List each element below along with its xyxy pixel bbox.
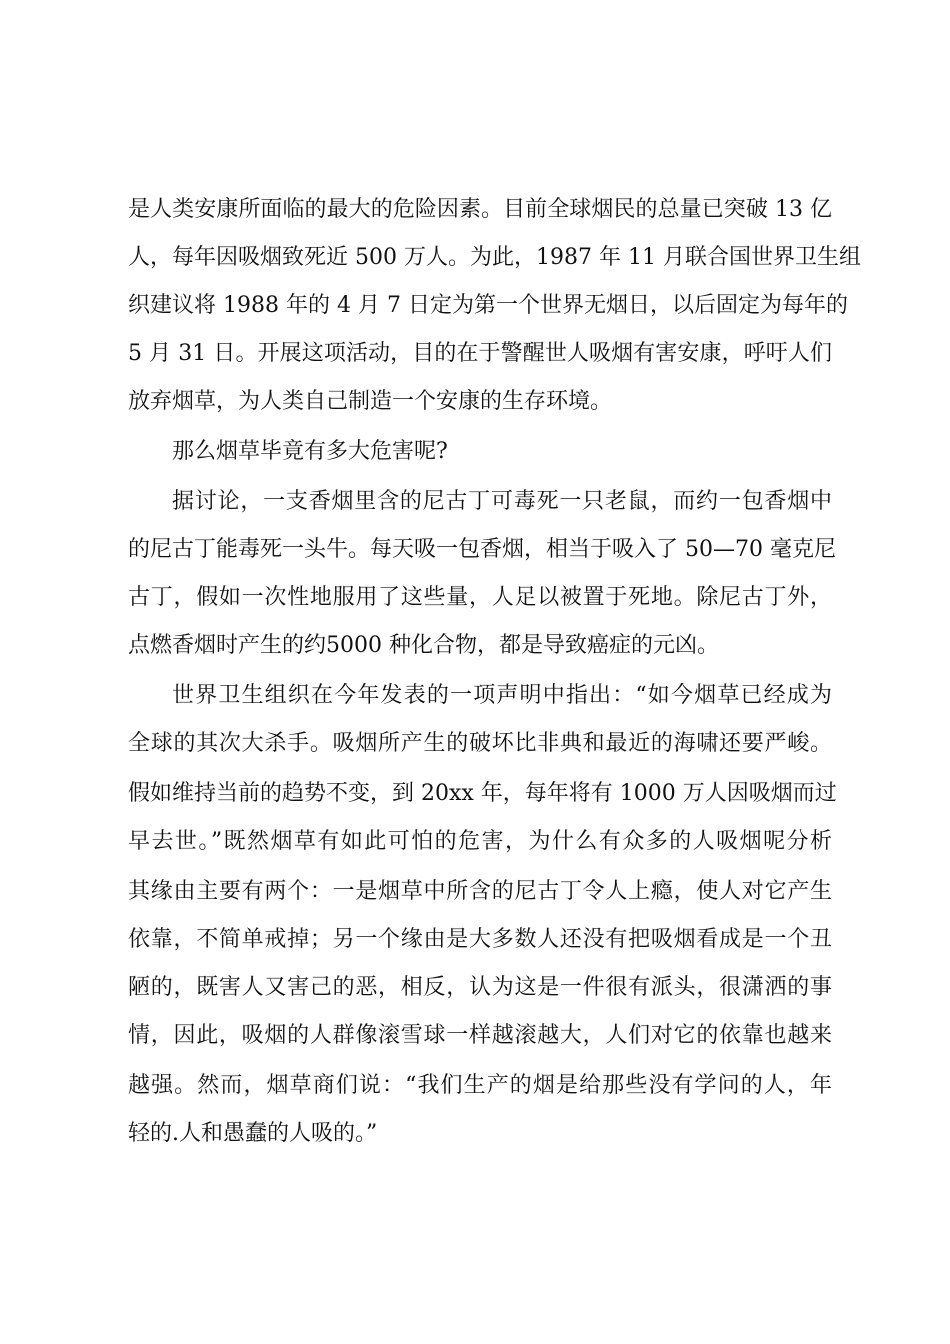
text-line: 据讨论，一支香烟里含的尼古丁可毒死一只老鼠，而约一包香烟中 <box>172 489 832 514</box>
text-line: 越强。然而，烟草商们说：“我们生产的烟是给那些没有学问的人，年 <box>128 1073 832 1098</box>
text-line: 依靠，不简单戒掉；另一个缘由是大多数人还没有把吸烟看成是一个丑 <box>128 927 832 952</box>
text-line: 人，每年因吸烟致死近 500 万人。为此，1987 年 11 月联合国世界卫生组 <box>128 245 861 270</box>
text-line: 的尼古丁能毒死一头牛。每天吸一包香烟，相当于吸入了 50—70 毫克尼 <box>128 537 836 562</box>
text-line: 世界卫生组织在今年发表的一项声明中指出：“如今烟草已经成为 <box>172 683 832 708</box>
text-line: 织建议将 1988 年的 4 月 7 日定为第一个世界无烟日，以后固定为每年的 <box>128 293 848 318</box>
text-line: 放弃烟草，为人类自己制造一个安康的生存环境。 <box>128 389 613 414</box>
text-line: 情，因此，吸烟的人群像滚雪球一样越滚越大，人们对它的依靠也越来 <box>128 1023 832 1048</box>
text-line: 早去世。”既然烟草有如此可怕的危害，为什么有众多的人吸烟呢分析 <box>128 829 832 854</box>
text-line: 轻的.人和愚蠢的人吸的。” <box>128 1121 378 1146</box>
text-line: 是人类安康所面临的最大的危险因素。目前全球烟民的总量已突破 13 亿 <box>128 197 832 222</box>
text-line: 点燃香烟时产生的约5000 种化合物，都是导致癌症的元凶。 <box>128 633 719 658</box>
text-line: 5 月 31 日。开展这项活动，目的在于警醒世人吸烟有害安康，呼吁人们 <box>128 341 832 366</box>
text-line: 全球的其次大杀手。吸烟所产生的破坏比非典和最近的海啸还要严峻。 <box>128 731 832 756</box>
paragraph-question: 那么烟草毕竟有多大危害呢? <box>172 439 448 464</box>
text-line: 其缘由主要有两个：一是烟草中所含的尼古丁令人上瘾，使人对它产生 <box>128 879 832 904</box>
text-line: 假如维持当前的趋势不变，到 20xx 年，每年将有 1000 万人因吸烟而过 <box>128 781 837 806</box>
text-line: 陋的，既害人又害己的恶，相反，认为这是一件很有派头，很潇洒的事 <box>128 975 832 1000</box>
text-line: 古丁，假如一次性地服用了这些量，人足以被置于死地。除尼古丁外， <box>128 585 832 610</box>
